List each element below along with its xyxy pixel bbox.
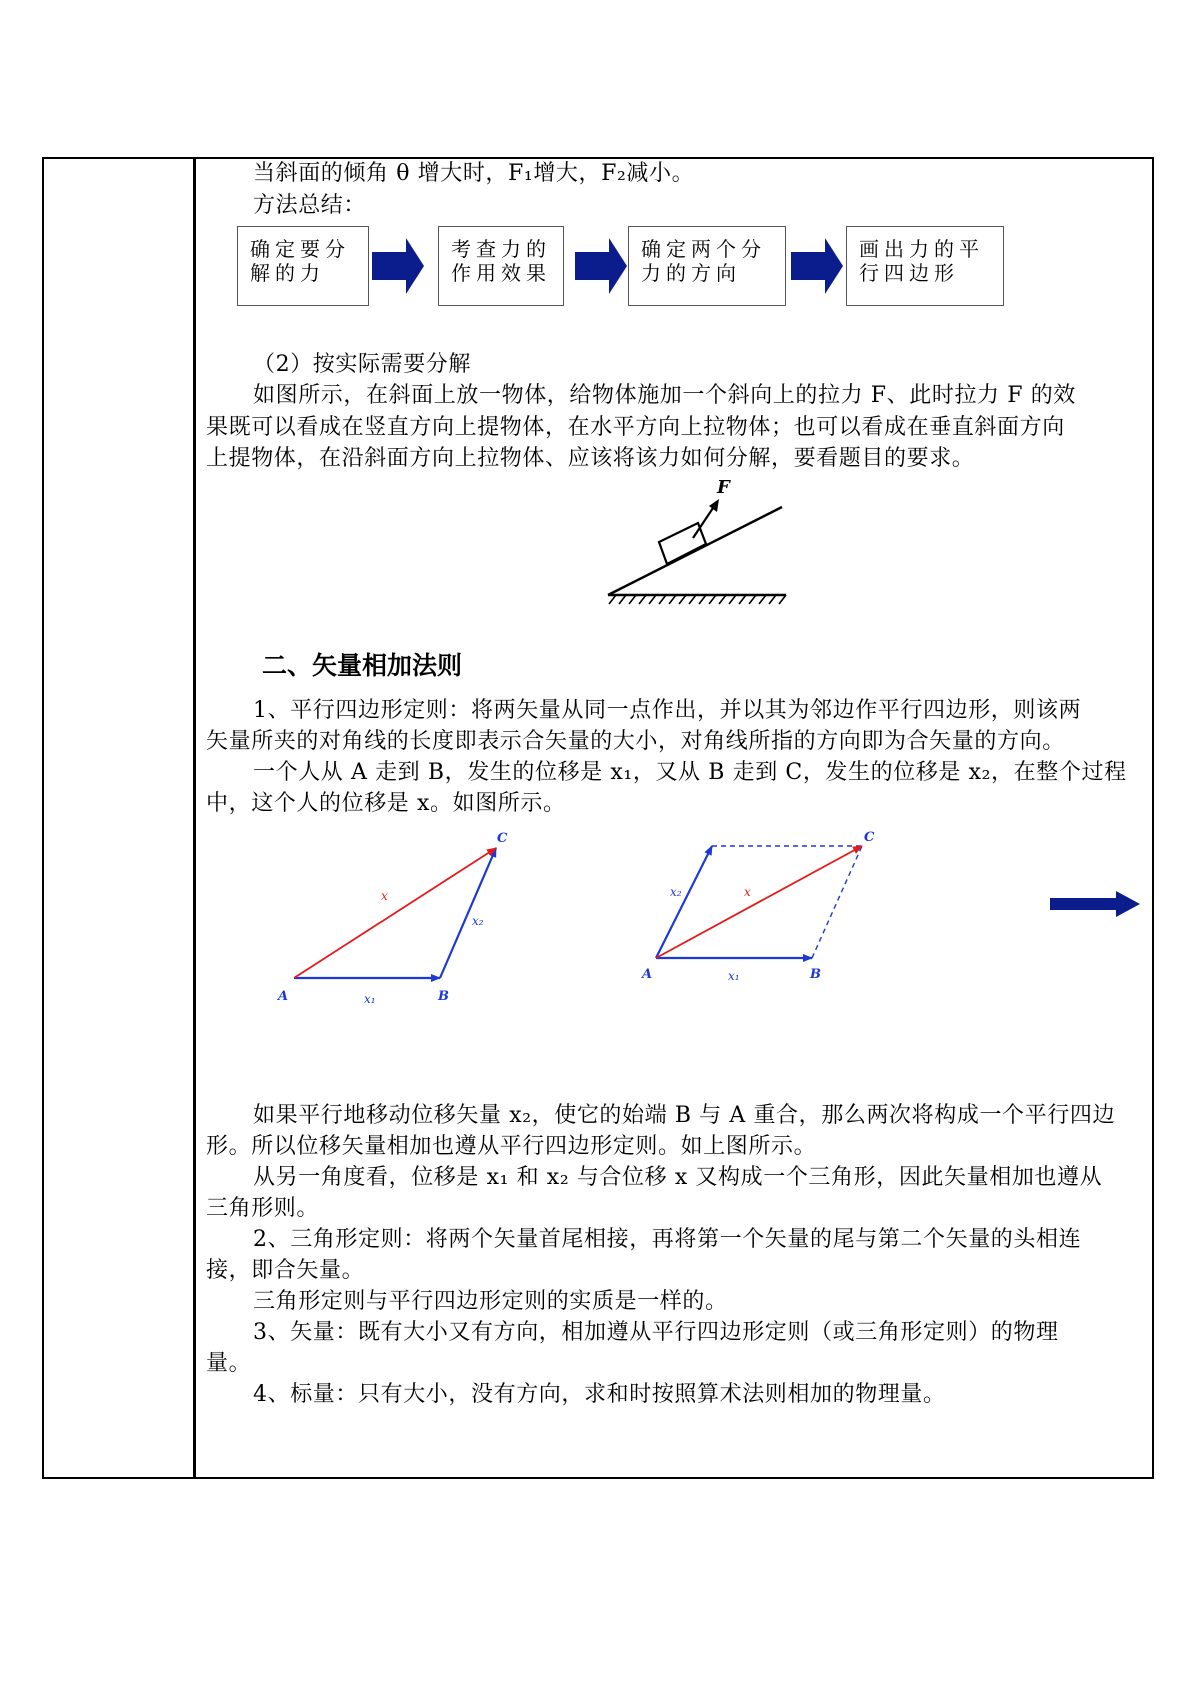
example-line-1: 一个人从 A 走到 B，发生的位移是 x₁，又从 B 走到 C，发生的位移是 x₂，在整个过程 <box>253 760 1127 785</box>
flow-arrow-1-icon <box>370 236 426 296</box>
force-label: F <box>717 477 730 498</box>
flow-step-4-line2: 行四边形 <box>859 261 959 285</box>
flow-step-4-line1: 画出力的平 <box>859 237 984 261</box>
rule2-line-1: 2、三角形定则：将两个矢量首尾相接，再将第一个矢量的尾与第二个矢量的头相连 <box>253 1227 1082 1252</box>
parallelogram-figure <box>640 830 880 990</box>
parallelogram-label-a: A <box>642 967 653 982</box>
section-heading: 二、矢量相加法则 <box>262 651 463 680</box>
rule1-line-1: 1、平行四边形定则：将两矢量从同一点作出，并以其为邻边作平行四边形，则该两 <box>253 698 1082 723</box>
triangle-label-x1: x₁ <box>364 992 376 1006</box>
parallelogram-label-x2: x₂ <box>670 885 682 899</box>
triangle-label-c: C <box>497 831 508 846</box>
flow-step-2-line2: 作用效果 <box>451 261 551 285</box>
flow-step-4 <box>846 226 1004 306</box>
triangle-label-b: B <box>438 989 449 1004</box>
triangle-figure <box>270 828 520 1008</box>
vector-def-line-1: 3、矢量：既有大小又有方向，相加遵从平行四边形定则（或三角形定则）的物理 <box>253 1320 1059 1345</box>
same-essence-line: 三角形定则与平行四边形定则的实质是一样的。 <box>253 1289 728 1314</box>
flow-step-3 <box>628 226 786 306</box>
big-right-arrow-icon <box>1050 891 1142 917</box>
section2-line-1: 如图所示，在斜面上放一物体，给物体施加一个斜向上的拉力 F、此时拉力 F 的效 <box>253 383 1076 408</box>
parallelogram-label-x1: x₁ <box>728 969 740 983</box>
method-title: 方法总结： <box>253 193 367 218</box>
triangle-label-x2: x₂ <box>472 914 484 928</box>
flow-step-1-line1: 确定要分 <box>250 237 350 261</box>
incline-line <box>608 507 782 595</box>
parallelogram-x-vector <box>656 846 862 958</box>
scalar-def-line: 4、标量：只有大小，没有方向，求和时按照算术法则相加的物理量。 <box>253 1382 946 1407</box>
flow-arrow-2-icon <box>573 236 629 296</box>
parallelogram-x2-vector <box>656 846 712 958</box>
flow-step-2 <box>438 226 564 306</box>
rule2-line-2: 接，即合矢量。 <box>206 1258 365 1283</box>
rule1-line-2: 矢量所夹的对角线的长度即表示合矢量的大小，对角线所指的方向即为合矢量的方向。 <box>206 729 1065 754</box>
vector-def-line-2: 量。 <box>206 1351 252 1376</box>
triangle-x2-vector <box>440 848 496 978</box>
incline-figure <box>600 474 800 609</box>
example-line-2: 中，这个人的位移是 x。如图所示。 <box>206 791 566 816</box>
triangle-x-vector <box>294 848 496 978</box>
force-arrow <box>693 505 715 538</box>
flow-step-1-line2: 解的力 <box>250 261 325 285</box>
flow-step-3-line1: 确定两个分 <box>641 237 766 261</box>
column-divider <box>193 159 196 1477</box>
flow-step-1 <box>237 226 369 306</box>
intro-line: 当斜面的倾角 θ 增大时，F₁增大，F₂减小。 <box>253 161 695 186</box>
section2-line-3: 上提物体，在沿斜面方向上拉物体、应该将该力如何分解，要看题目的要求。 <box>206 446 975 471</box>
ground-hatch <box>609 595 786 604</box>
angle-line-2: 三角形则。 <box>206 1196 320 1221</box>
flow-step-3-line2: 力的方向 <box>641 261 741 285</box>
parallelogram-label-b: B <box>810 967 821 982</box>
flow-step-2-line1: 考查力的 <box>451 237 551 261</box>
subsection-title: （2）按实际需要分解 <box>253 352 471 377</box>
parallelogram-label-c: C <box>864 830 875 845</box>
flow-arrow-3-icon <box>789 236 845 296</box>
move-line-2: 形。所以位移矢量相加也遵从平行四边形定则。如上图所示。 <box>206 1134 817 1159</box>
move-line-1: 如果平行地移动位移矢量 x₂，使它的始端 B 与 A 重合，那么两次将构成一个平行四边 <box>253 1103 1116 1128</box>
parallelogram-right-dashed <box>812 846 862 958</box>
section2-line-2: 果既可以看成在竖直方向上提物体，在水平方向上拉物体；也可以看成在垂直斜面方向 <box>206 415 1065 440</box>
parallelogram-label-x: x <box>744 885 751 899</box>
triangle-label-x: x <box>381 889 388 903</box>
triangle-label-a: A <box>278 989 289 1004</box>
angle-line-1: 从另一角度看，位移是 x₁ 和 x₂ 与合位移 x 又构成一个三角形，因此矢量相加也遵从 <box>253 1165 1103 1190</box>
